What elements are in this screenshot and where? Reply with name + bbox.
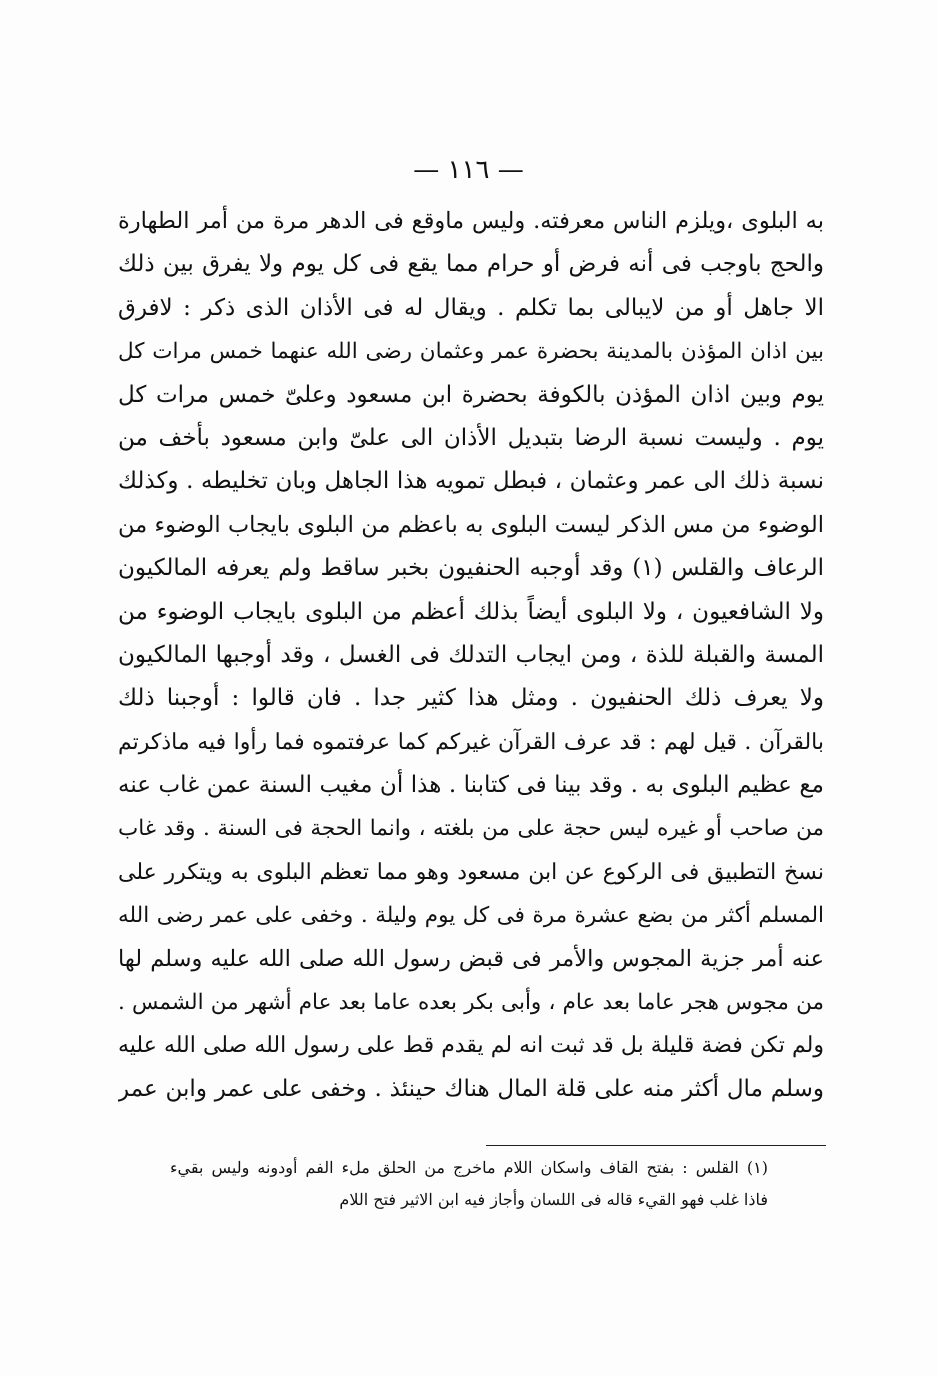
- page-number: — ١١٦ —: [413, 155, 524, 185]
- text-line-18: عنه أمر جزية المجوس والأمر فى قبض رسول الله صلى الله عليه وسلم لها: [118, 945, 824, 972]
- text-line-11: المسة والقبلة للذة ، ومن ايجاب التدلك فى الغسل ، وقد أوجبها المالكيون: [118, 641, 824, 668]
- footnote-separator: [486, 1145, 826, 1146]
- text-line-17: المسلم أكثر من بضع عشرة مرة فى كل يوم وليلة . وخفى على عمر رضى الله: [118, 903, 824, 929]
- text-line-14: مع عظيم البلوى به . وقد بينا فى كتابنا . هذا أن مغيب السنة عمن غاب عنه: [118, 772, 824, 799]
- text-line-15: من صاحب أو غيره ليس حجة على من بلغته ، وانما الحجة فى السنة . وقد غاب: [118, 816, 824, 842]
- text-line-3: الا جاهل أو من لايبالى بما تكلم . ويقال له فى الأذان الذى ذكر : لافرق: [118, 294, 824, 321]
- text-line-6: يوم . وليست نسبة الرضا بتبديل الأذان الى علىّ وابن مسعود بأخف من: [118, 424, 824, 451]
- text-line-5: يوم وبين اذان المؤذن بالكوفة بحضرة ابن مسعود وعلىّ خمس مرات كل: [118, 381, 824, 408]
- footnote-line-2: فاذا غلب فهو القيء قاله فى اللسان وأجاز فيه ابن الاثير فتح اللام: [339, 1190, 768, 1209]
- text-line-16: نسخ التطبيق فى الركوع عن ابن مسعود وهو مما تعظم البلوى به ويتكرر على: [118, 859, 824, 885]
- text-line-4: بين اذان المؤذن بالمدينة بحضرة عمر وعثمان رضى الله عنهما خمس مرات كل: [118, 339, 824, 365]
- main-text: [118, 200, 824, 1111]
- text-line-1: به البلوى ،ويلزم الناس معرفته. وليس ماوقع فى الدهر مرة من أمر الطهارة: [118, 208, 824, 234]
- text-line-12: ولا يعرف ذلك الحنفيون . ومثل هذا كثير جدا . فان قالوا : أوجبنا ذلك: [118, 685, 824, 712]
- text-line-9: الرعاف والقلس (١) وقد أوجبه الحنفيون بخبر ساقط ولم يعرفه المالكيون: [118, 555, 824, 582]
- footnote-line-1: (١) القلس : بفتح القاف واسكان اللام ماخرج من الحلق ملء الفم أودونه وليس بقيء: [170, 1158, 768, 1177]
- text-line-19: من مجوس هجر عاما بعد عام ، وأبى بكر بعده عاما بعد عام أشهر من الشمس .: [118, 990, 824, 1016]
- text-line-7: نسبة ذلك الى عمر وعثمان ، فبطل تمويه هذا الجاهل وبان تخليطه . وكذلك: [118, 468, 824, 495]
- text-line-20: ولم تكن فضة قليلة بل قد ثبت انه لم يقدم قط على رسول الله صلى الله عليه: [118, 1033, 824, 1059]
- footnotes: [170, 1152, 768, 1216]
- text-line-8: الوضوء من مس الذكر ليست البلوى به باعظم من البلوى بايجاب الوضوء من: [118, 511, 824, 538]
- text-line-10: ولا الشافعيون ، ولا البلوى أيضاً بذلك أعظم من البلوى بايجاب الوضوء من: [118, 598, 824, 625]
- text-line-2: والحج باوجب فى أنه فرض أو حرام مما يقع فى كل يوم ولا يفرق بين ذلك: [118, 251, 824, 278]
- text-line-21: وسلم مال أكثر منه على قلة المال هناك حينئذ . وخفى على عمر وابن عمر: [118, 1075, 824, 1102]
- text-line-13: بالقرآن . قيل لهم : قد عرف القرآن غيركم كما عرفتموه فما رأوا فيه ماذكرتم: [118, 729, 824, 755]
